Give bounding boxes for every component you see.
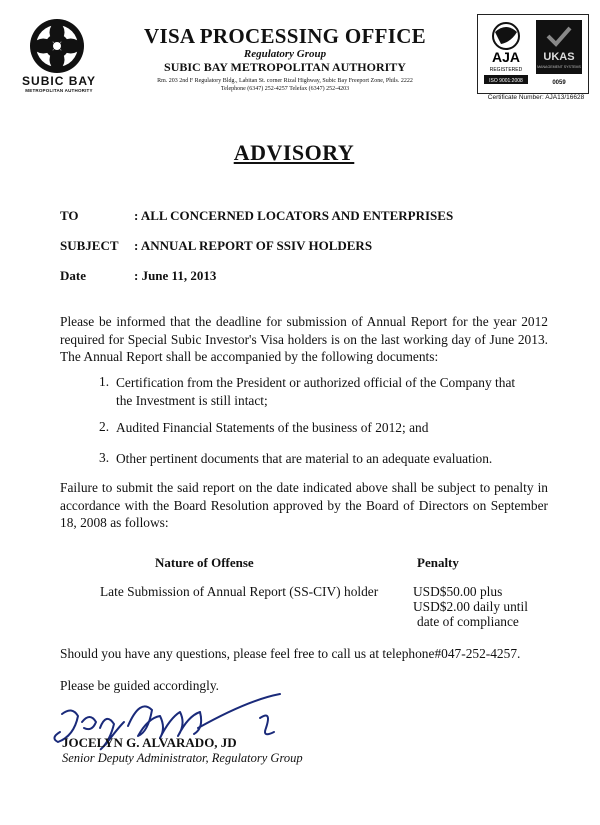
to-value: : ALL CONCERNED LOCATORS AND ENTERPRISES	[134, 208, 454, 223]
logo-subtitle: METROPOLITAN AUTHORITY	[25, 88, 93, 93]
authority-name: SUBIC BAY METROPOLITAN AUTHORITY	[164, 60, 406, 74]
list-item-number: 2.	[99, 419, 110, 434]
ukas-code: 0059	[552, 80, 566, 86]
date-label: Date	[60, 268, 86, 283]
intro-paragraph: Please be informed that the deadline for submission of Annual Report for the year 2012 required for Special Subic Investor's Visa holders is on the last working day of June 2013. The Annual Report shall be accompanied by the following documents:	[60, 314, 548, 364]
aja-certification-icon	[481, 18, 531, 88]
penalty-cell: USD$2.00 daily until	[413, 599, 528, 614]
address-line: Rm. 203 2nd F Regulatory Bldg., Labitan St. corner Rizal Highway, Subic Bay Freeport Zone, Phils. 2222	[157, 78, 413, 84]
penalty-cell: USD$50.00 plus	[413, 584, 503, 599]
office-title: VISA PROCESSING OFFICE	[144, 24, 426, 48]
ukas-label: UKAS	[543, 51, 575, 63]
subject-value: : ANNUAL REPORT OF SSIV HOLDERS	[134, 238, 373, 253]
offense-cell: Late Submission of Annual Report (SS-CIV) holder	[100, 584, 379, 599]
advisory-title: ADVISORY	[233, 140, 355, 165]
date-value: : June 11, 2013	[134, 268, 217, 283]
office-address	[110, 77, 460, 93]
list-item-number: 1.	[99, 374, 110, 389]
list-item-number: 3.	[99, 450, 110, 465]
certificate-number: Certificate Number: AJA13/16628	[487, 94, 585, 101]
closing-paragraph: Please be guided accordingly.	[60, 678, 220, 693]
aja-registered-label: REGISTERED	[489, 67, 523, 73]
subject-label: SUBJECT	[60, 238, 119, 253]
signatory-title: Senior Deputy Administrator, Regulatory Group	[62, 751, 303, 765]
penalty-column-header: Penalty	[417, 555, 459, 570]
list-item: Certification from the President or authorized official of the Company that the Investment is still intact;	[116, 375, 516, 408]
list-item: Other pertinent documents that are material to an adequate evaluation.	[116, 451, 493, 466]
ukas-sub-label: MANAGEMENT SYSTEMS	[537, 65, 581, 69]
contact-paragraph: Should you have any questions, please feel free to call us at telephone#047-252-4257.	[60, 646, 521, 661]
penalty-cell: date of compliance	[417, 614, 519, 629]
to-label: TO	[60, 208, 79, 223]
contact-line: Telephone (6347) 252-4257 Telefax (6347) 252-4203	[220, 86, 350, 92]
aja-label: AJA	[491, 49, 521, 65]
ukas-certification-icon	[534, 18, 584, 88]
penalty-paragraph: Failure to submit the said report on the date indicated above shall be subject to penalty in accordance with the Board Resolution approved by the Board of Directors on September 18, 2008 as follows:	[60, 480, 548, 530]
logo-name: SUBIC BAY	[22, 74, 96, 88]
signatory-name: JOCELYN G. ALVARADO, JD	[62, 735, 237, 750]
offense-column-header: Nature of Offense	[155, 555, 254, 570]
office-subtitle: Regulatory Group	[243, 48, 327, 60]
list-item: Audited Financial Statements of the business of 2012; and	[116, 420, 429, 435]
aja-iso-label: ISO 9001:2008	[489, 78, 523, 84]
